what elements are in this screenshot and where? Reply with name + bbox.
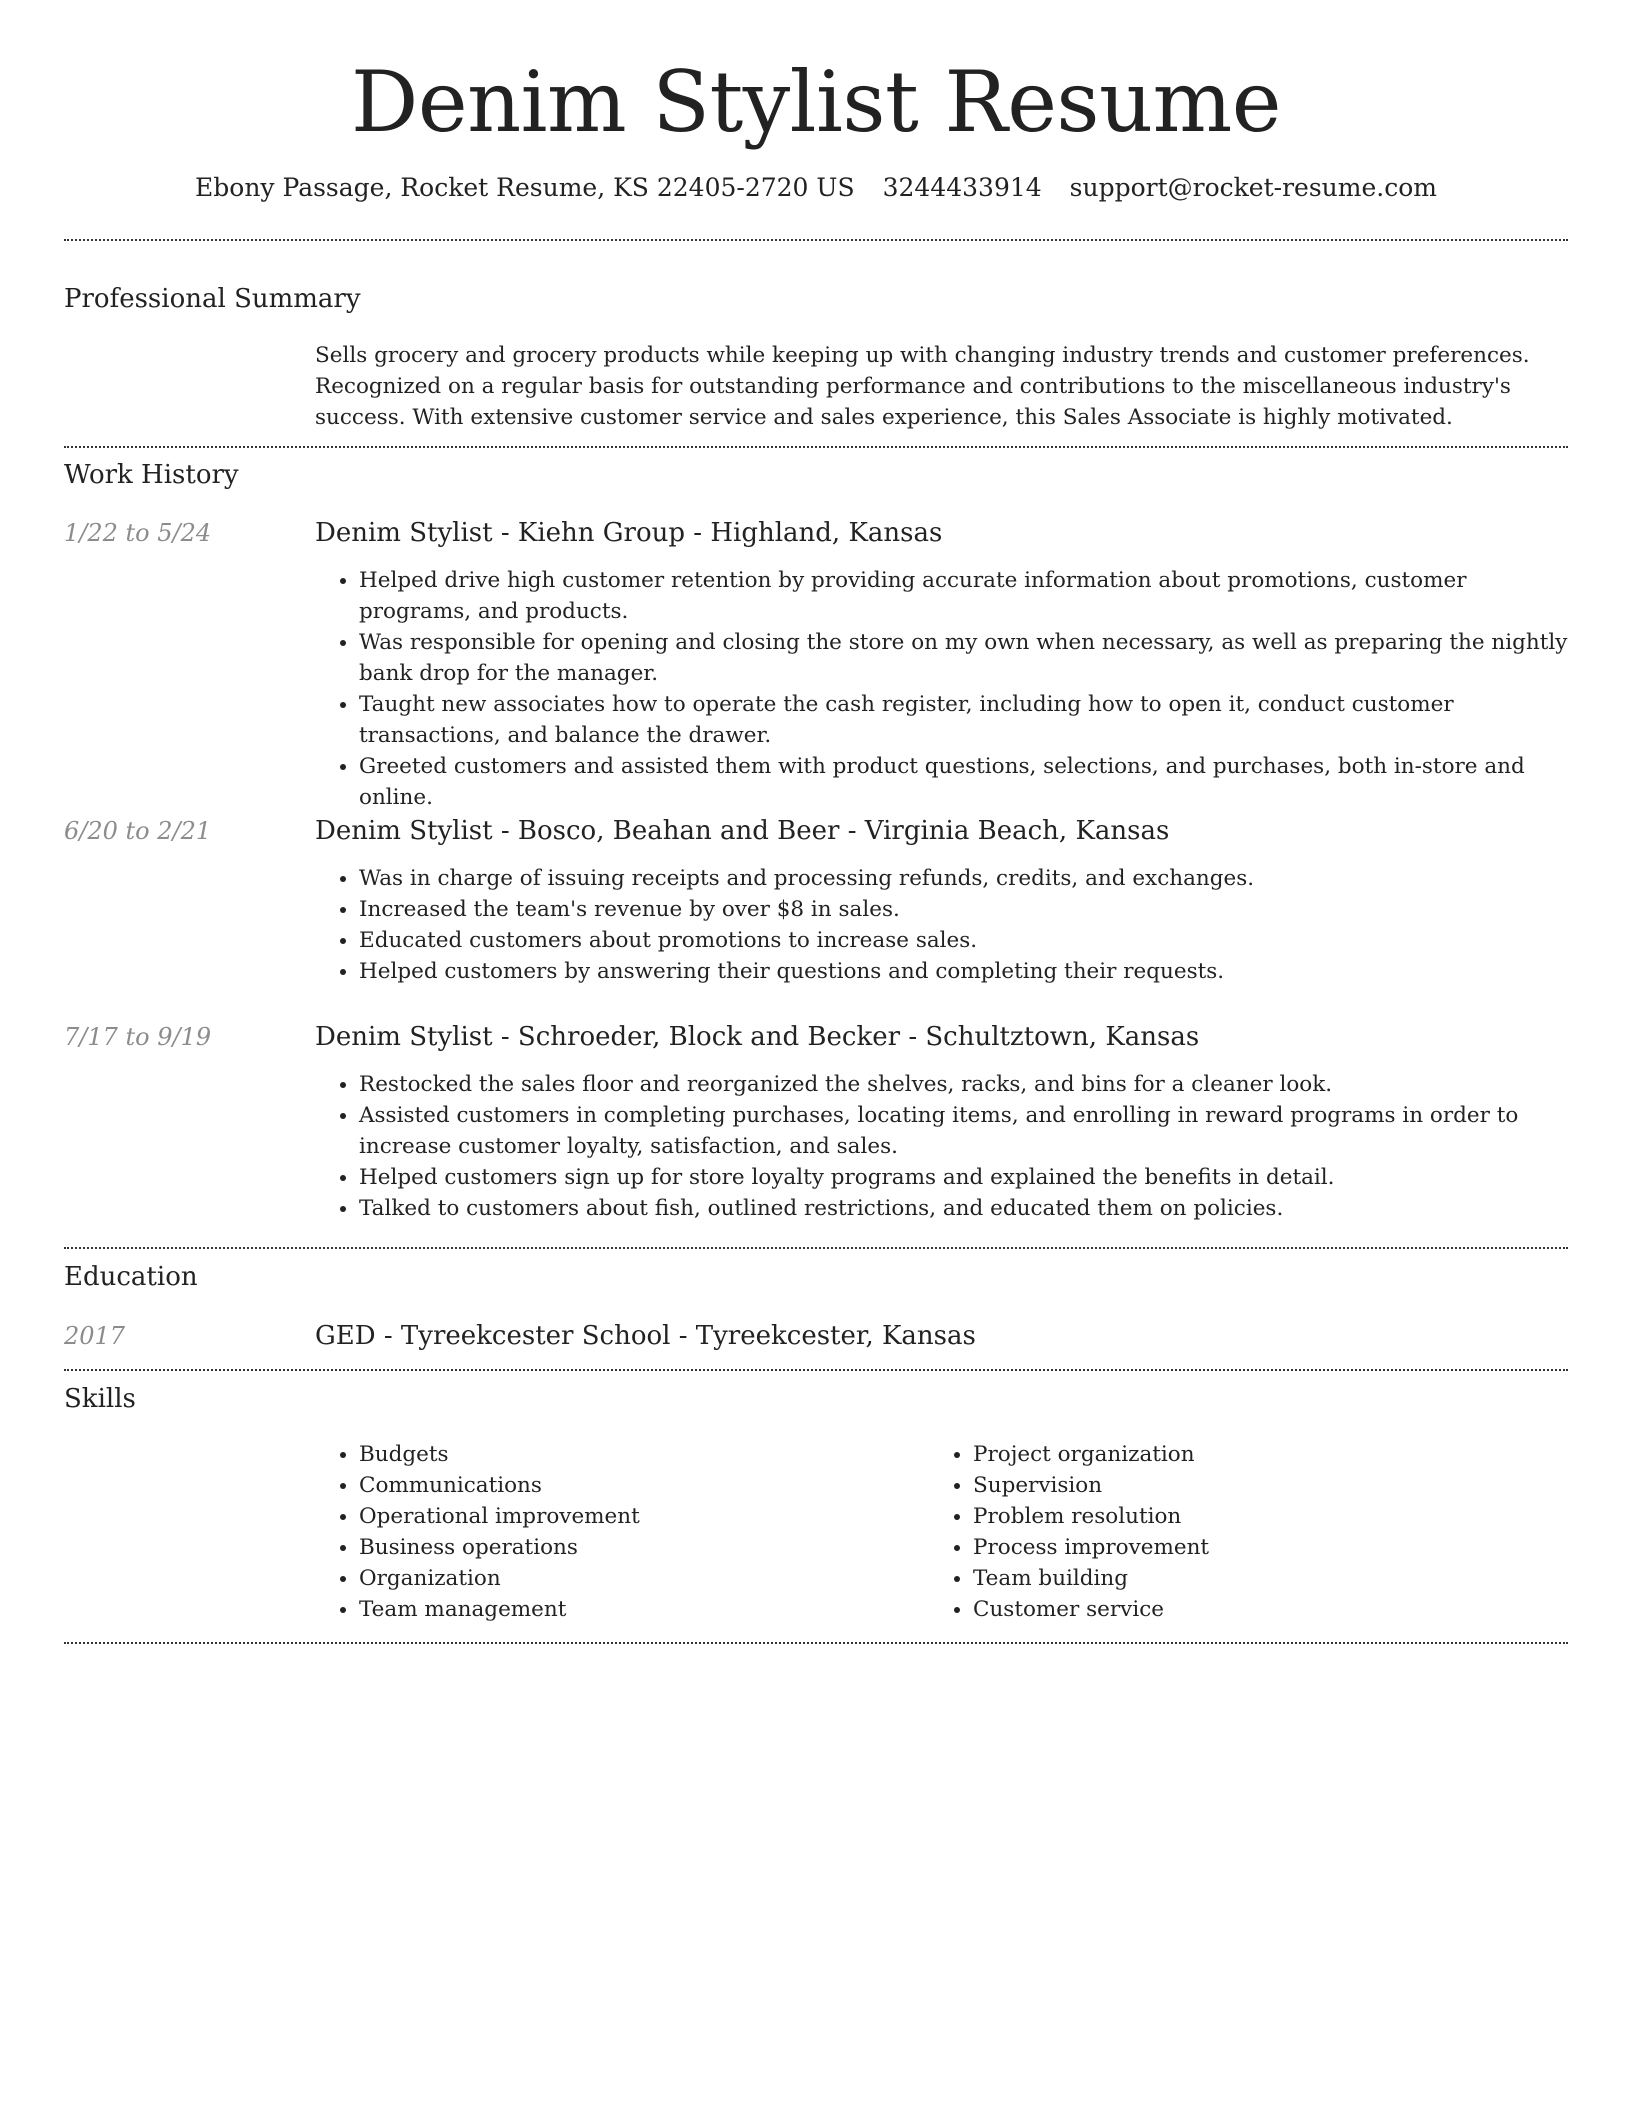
job-dates: 6/20 to 2/21 — [64, 817, 212, 845]
skill-item: • Operational improvement — [359, 1501, 939, 1532]
contact-line — [0, 170, 1632, 206]
skill-item: • Communications — [359, 1470, 939, 1501]
divider — [64, 1642, 1568, 1644]
list-item: • Helped drive high customer retention by providing accurate information about promotions, customer programs, and products. — [359, 565, 1568, 627]
skill-item: • Problem resolution — [973, 1501, 1573, 1532]
job-heading: Denim Stylist - Schroeder, Block and Becker - Schultztown, Kansas — [315, 1022, 1200, 1052]
skill-item: • Budgets — [359, 1439, 939, 1470]
divider — [64, 446, 1568, 448]
divider — [64, 239, 1568, 241]
job-heading: Denim Stylist - Bosco, Beahan and Beer - Virginia Beach, Kansas — [315, 816, 1170, 846]
list-item: • Was in charge of issuing receipts and processing refunds, credits, and exchanges. — [359, 863, 1568, 894]
section-title-work-history: Work History — [64, 460, 239, 490]
list-item: • Helped customers by answering their questions and completing their requests. — [359, 956, 1568, 987]
skill-item: • Organization — [359, 1563, 939, 1594]
phone: 3244433914 — [882, 173, 1042, 202]
list-item: • Assisted customers in completing purchases, locating items, and enrolling in reward programs in order to increase customer loyalty, satisfaction, and sales. — [359, 1100, 1568, 1162]
list-item: • Helped customers sign up for store loyalty programs and explained the benefits in detail. — [359, 1162, 1568, 1193]
job-dates: 1/22 to 5/24 — [64, 519, 212, 547]
skill-item: • Business operations — [359, 1532, 939, 1563]
list-item: • Taught new associates how to operate the cash register, including how to open it, conduct customer transactions, and balance the drawer. — [359, 689, 1568, 751]
divider — [64, 1247, 1568, 1249]
education-year: 2017 — [64, 1322, 126, 1350]
address: Ebony Passage, Rocket Resume, KS 22405-2720 US — [195, 173, 855, 202]
section-title-skills: Skills — [64, 1384, 136, 1414]
job-bullets — [315, 565, 1568, 813]
skill-item: • Process improvement — [973, 1532, 1573, 1563]
job-dates: 7/17 to 9/19 — [64, 1023, 212, 1051]
job-bullets — [315, 1069, 1568, 1224]
skill-item: • Team management — [359, 1594, 939, 1625]
job-bullets — [315, 863, 1568, 987]
skill-item: • Customer service — [973, 1594, 1573, 1625]
list-item: • Talked to customers about fish, outlined restrictions, and educated them on policies. — [359, 1193, 1568, 1224]
list-item: • Greeted customers and assisted them with product questions, selections, and purchases, both in-store and online. — [359, 751, 1568, 813]
job-heading: Denim Stylist - Kiehn Group - Highland, Kansas — [315, 518, 943, 548]
list-item: • Educated customers about promotions to increase sales. — [359, 925, 1568, 956]
education-heading: GED - Tyreekcester School - Tyreekcester, Kansas — [315, 1321, 976, 1351]
skills-list-left — [315, 1439, 939, 1625]
email: support@rocket-resume.com — [1069, 173, 1437, 202]
skill-item: • Supervision — [973, 1470, 1573, 1501]
divider — [64, 1369, 1568, 1371]
resume-title: Denim Stylist Resume — [351, 53, 1281, 151]
skill-item: • Project organization — [973, 1439, 1573, 1470]
list-item: • Restocked the sales floor and reorganized the shelves, racks, and bins for a cleaner look. — [359, 1069, 1568, 1100]
skill-item: • Team building — [973, 1563, 1573, 1594]
list-item: • Increased the team's revenue by over $8 in sales. — [359, 894, 1568, 925]
skills-list-right — [929, 1439, 1573, 1625]
list-item: • Was responsible for opening and closing the store on my own when necessary, as well as preparing the nightly bank drop for the manager. — [359, 627, 1568, 689]
section-title-education: Education — [64, 1262, 198, 1292]
summary-text: Sells grocery and grocery products while keeping up with changing industry trends and customer preferences. Recognized on a regular basis for outstanding performance and contributions to the miscellaneous industry's success. With extensive customer service and sales experience, this Sales Associate is highly motivated. — [315, 343, 1530, 430]
section-title-summary: Professional Summary — [64, 284, 361, 314]
